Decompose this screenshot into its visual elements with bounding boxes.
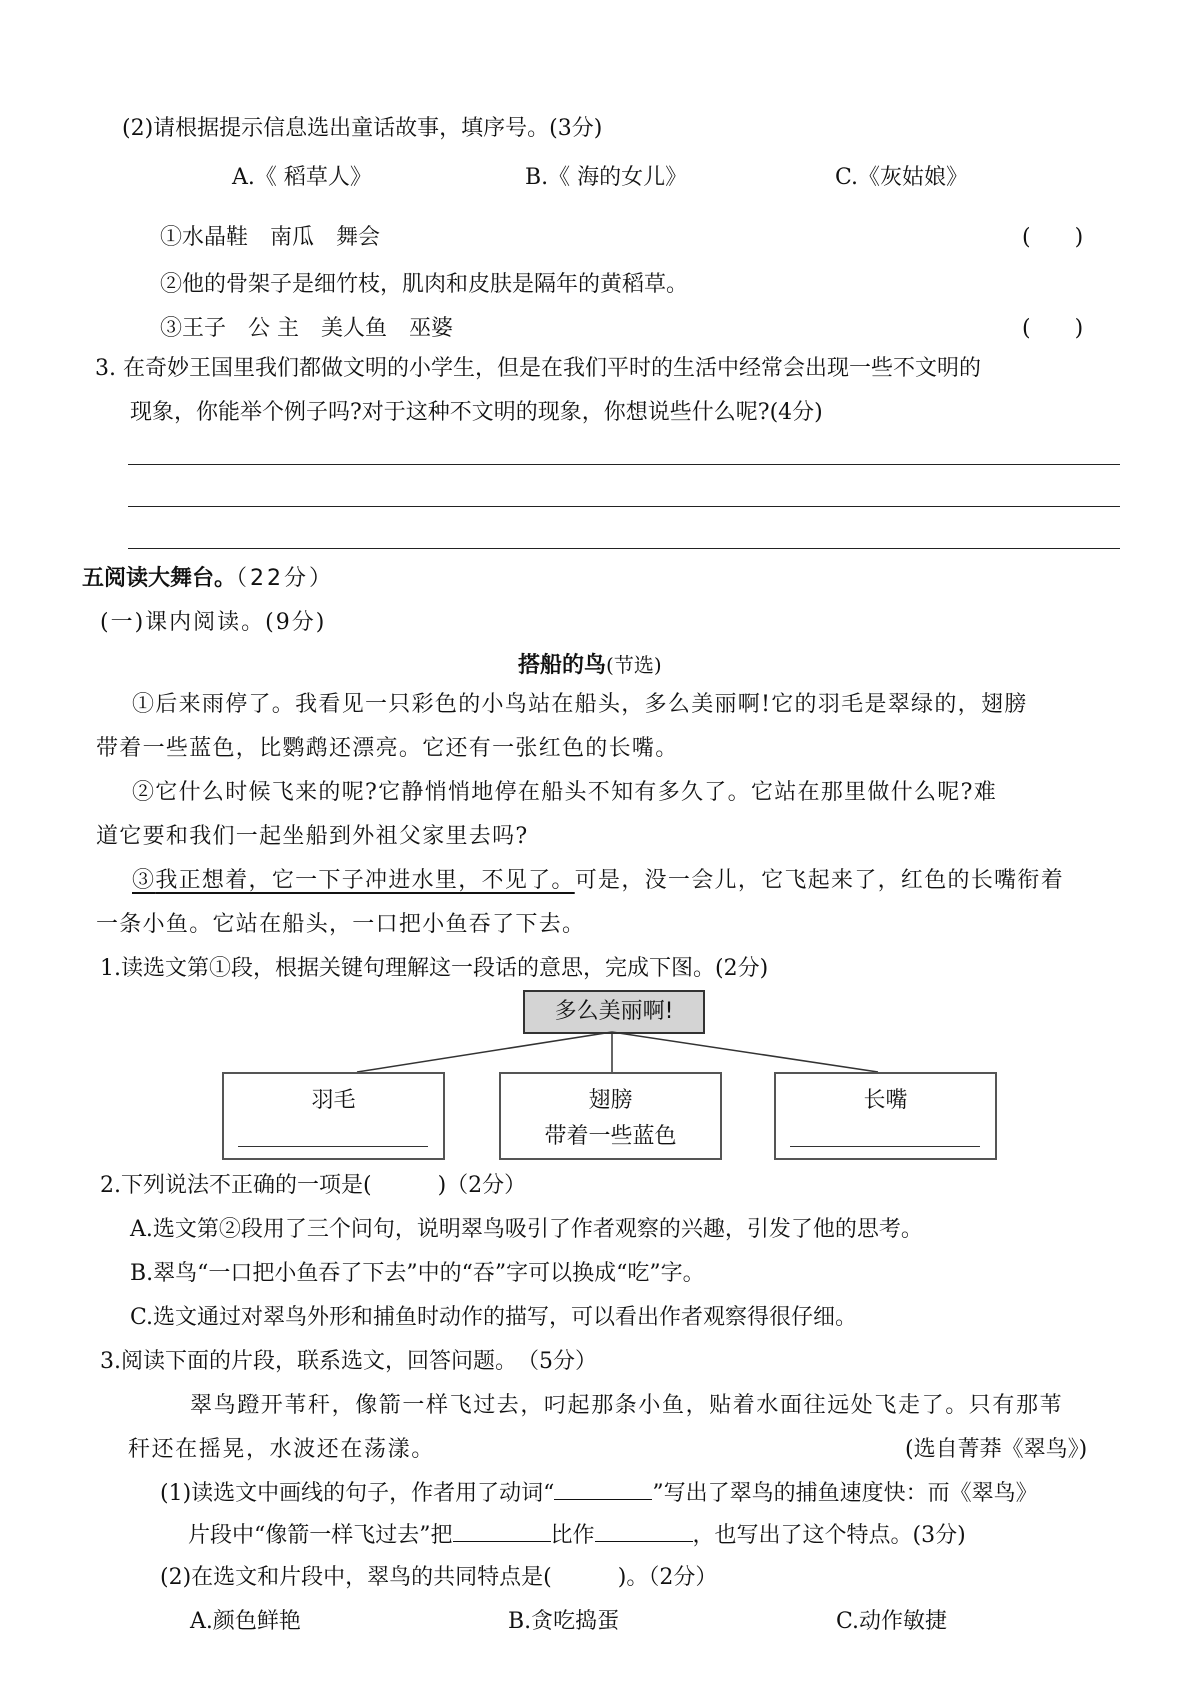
- sub-question-1: [160, 1477, 1038, 1509]
- section-heading: [82, 564, 334, 594]
- passage-para-1: ①后来雨停了。我看见一只彩色的小鸟站在船头，多么美丽啊!它的羽毛是翠绿的，翅膀: [132, 692, 1028, 717]
- q2-choice-c: C.选文通过对翠鸟外形和捕鱼时动作的描写，可以看出作者观察得很仔细。: [130, 1305, 858, 1330]
- q2-option-c: C.《灰姑娘》: [835, 165, 969, 190]
- passage-para-1-cont: 带着一些蓝色，比鹦鹉还漂亮。它还有一张红色的长嘴。: [96, 736, 679, 761]
- question-3: 3.阅读下面的片段，联系选文，回答问题。 （5分）: [100, 1349, 597, 1374]
- answer-line[interactable]: [128, 548, 1120, 549]
- para-3-rest: 可是，没一会儿，它飞起来了，红色的长嘴衔着: [574, 868, 1065, 893]
- sub-q2-option-a: A.颜色鲜艳: [190, 1609, 301, 1634]
- connector-left: [357, 1032, 612, 1072]
- sub-question-2: (2)在选文和片段中，翠鸟的共同特点是( )。（2分）: [160, 1565, 718, 1590]
- passage-title-text: 搭船的鸟: [518, 653, 607, 678]
- passage-para-3: [132, 866, 1064, 896]
- section-heading-text: 五阅读大舞台。: [82, 566, 237, 591]
- sub-q1-part-e: ，也写出了这个特点。(3分): [692, 1523, 966, 1548]
- diagram-box-feather: [222, 1072, 445, 1160]
- excerpt-line-2: 秆还在摇晃，水波还在荡漾。: [128, 1437, 435, 1462]
- connector-right: [612, 1032, 878, 1072]
- answer-paren[interactable]: ( ): [1022, 316, 1084, 341]
- fill-blank-line[interactable]: [238, 1146, 428, 1147]
- passage-para-3-cont: 一条小鱼。它站在船头，一口把小鱼吞了下去。: [96, 912, 586, 937]
- passage-title-note: (节选): [606, 653, 662, 677]
- sub-q2-option-b: B.贪吃捣蛋: [508, 1609, 620, 1634]
- q2-item-1: ①水晶鞋 南瓜 舞会: [160, 225, 381, 250]
- sub-q1-part-b: ”写出了翠鸟的捕鱼速度快：而《翠鸟》: [652, 1481, 1038, 1506]
- excerpt-line-1: 翠鸟蹬开苇秆，像箭一样飞过去，叼起那条小鱼，贴着水面往远处飞走了。只有那苇: [190, 1393, 1064, 1418]
- answer-paren[interactable]: ( ): [1022, 225, 1084, 250]
- passage-para-2: ②它什么时候飞来的呢?它静悄悄地停在船头不知有多久了。它站在那里做什么呢?难: [132, 780, 997, 805]
- q3-line-2: 现象，你能举个例子吗?对于这种不文明的现象，你想说些什么呢?(4分): [130, 400, 823, 425]
- passage-para-2-cont: 道它要和我们一起坐船到外祖父家里去吗?: [96, 824, 529, 849]
- sub-q1-part-d: 比作: [550, 1523, 595, 1548]
- para-3-marker: ③: [132, 868, 156, 893]
- sub-q1-part-a: (1)读选文中画线的句子，作者用了动词“: [160, 1481, 555, 1506]
- q2-choice-a: A.选文第②段用了三个问句，说明翠鸟吸引了作者观察的兴趣，引发了他的思考。: [130, 1217, 923, 1242]
- fill-blank[interactable]: [595, 1519, 693, 1542]
- diagram-top-box: 多么美丽啊!: [523, 990, 705, 1034]
- section-heading-score: （22分）: [236, 566, 335, 591]
- passage-title: [518, 650, 662, 681]
- subsection-title: (一)课内阅读。(9分): [100, 610, 327, 635]
- diagram-box-beak: [774, 1072, 997, 1160]
- box-label: 翅膀: [588, 1088, 633, 1113]
- q2-option-b: B.《 海的女儿》: [525, 165, 688, 190]
- q2-title: (2)请根据提示信息选出童话故事，填序号。(3分): [122, 116, 603, 141]
- sub-question-1-cont: [188, 1519, 966, 1551]
- question-1: 1.读选文第①段，根据关键句理解这一段话的意思，完成下图。(2分): [100, 956, 769, 981]
- q3-line-1: 3. 在奇妙王国里我们都做文明的小学生，但是在我们平时的生活中经常会出现一些不文明的: [95, 356, 981, 381]
- answer-line[interactable]: [128, 464, 1120, 465]
- sub-q2-option-c: C.动作敏捷: [836, 1609, 948, 1634]
- sub-q1-part-c: 片段中“像箭一样飞过去”把: [188, 1523, 453, 1548]
- box-content: 带着一些蓝色: [544, 1124, 677, 1149]
- diagram-box-wing: [499, 1072, 722, 1160]
- fill-blank[interactable]: [554, 1477, 652, 1500]
- answer-line[interactable]: [128, 506, 1120, 507]
- q2-option-a: A.《 稻草人》: [232, 165, 372, 190]
- question-2: 2.下列说法不正确的一项是( )（2分）: [100, 1173, 527, 1198]
- box-label: 长嘴: [863, 1088, 908, 1113]
- box-label: 羽毛: [311, 1088, 356, 1113]
- fill-blank[interactable]: [453, 1519, 551, 1542]
- excerpt-source: (选自菁莽《翠鸟》): [905, 1437, 1088, 1462]
- underlined-sentence: 我正想着，它一下子冲进水里，不见了。: [155, 868, 575, 893]
- fill-blank-line[interactable]: [790, 1146, 980, 1147]
- q2-choice-b: B.翠鸟“一口把小鱼吞了下去”中的“吞”字可以换成“吃”字。: [130, 1261, 705, 1286]
- q2-item-3: ③王子 公 主 美人鱼 巫婆: [160, 316, 453, 341]
- q2-item-2: ②他的骨架子是细竹枝，肌肉和皮肤是隔年的黄稻草。: [160, 272, 689, 297]
